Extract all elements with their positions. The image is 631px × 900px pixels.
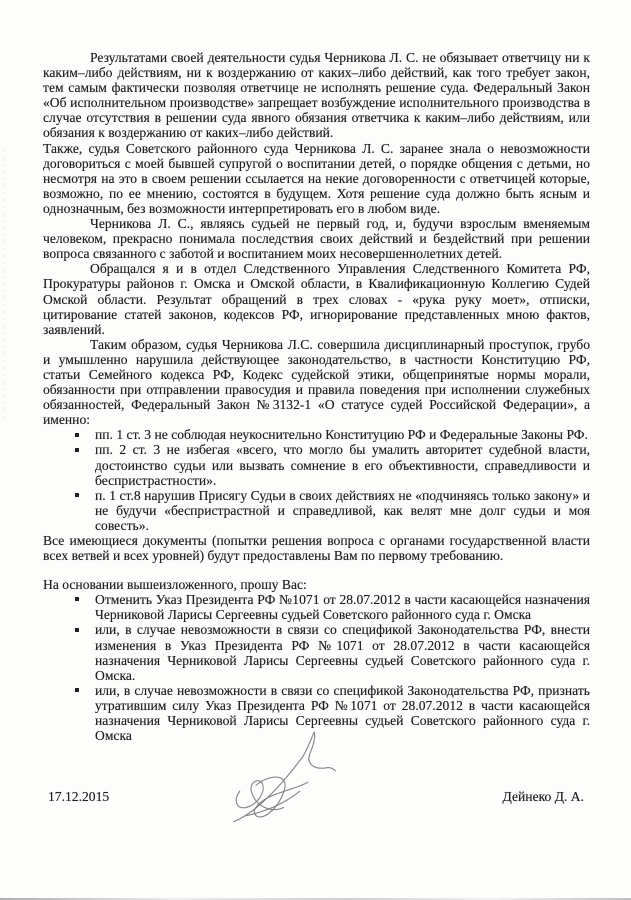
request-intro: На основании вышеизложенного, прошу Вас: bbox=[43, 577, 307, 593]
signer-name: Дейнеко Д. А. bbox=[502, 789, 584, 805]
violations-list bbox=[43, 427, 590, 533]
bullet-icon bbox=[75, 688, 79, 692]
request-item-2 bbox=[95, 622, 590, 682]
bullet-icon bbox=[75, 493, 79, 497]
bullet-icon bbox=[75, 597, 79, 601]
paragraph-takim-obrazom: Таким образом, судья Черникова Л.С. совершила дисциплинарный проступок, грубо и умышленно нарушила действующее законодательство, в частности Конституцию РФ, статьи Семейного кодекса РФ, Кодекс судейской этики, общепринятые нормы морали, обязанности при отправлении правосудия и правила поведения при исполнении служебных обязанностей, Федеральный Закон №3132-1 «О статусе судей Российской Федерации», а именно: bbox=[43, 336, 590, 428]
scan-edge-noise bbox=[2, 150, 5, 420]
paragraph-chernikova: Черникова Л. С., являясь судьей не первый год, и, будучи взрослым вменяемым человеком, прекрасно понимала последствия своих действий и бездействий при решении вопроса связанного с заботой и воспитанием моих несовершеннолетних детей. bbox=[43, 216, 590, 262]
request-item-3 bbox=[95, 683, 590, 743]
paragraph-documents: Все имеющиеся документы (попытки решения вопроса с органами государственной власти всех ветвей и всех уровней) будут предоставлены Вам по первому требованию. bbox=[43, 533, 590, 564]
paragraph-obrashchalsya: Обращался я и в отдел Следственного Управления Следственного Комитета РФ, Прокуратуры районов г. Омска и Омской области, в Квалификационную Коллегию Судей Омской области. Результат обращений в трех словах - «рука руку моет», отписки, цитирование статей законов, кодексов РФ, игнорирование представленных мною фактов, заявлений. bbox=[43, 261, 590, 337]
paragraph-takzhe: Также, судья Советского районного суда Черникова Л. С. заранее знала о невозможности договориться с моей бывшей супругой о воспитании детей, о порядке общения с детьми, но несмотря на это в своем решении ссылается на некие договоренности с ответчицей которые, возможно, по ее мнению, состоятся в будущем. Хотя решение суда должно быть ясным и однозначным, без возможности интерпретировать его в любом виде. bbox=[43, 140, 590, 216]
violation-item-text: пп. 1 ст. 3 не соблюдая неукоснительно Конституцию РФ и Федеральные Законы РФ. bbox=[95, 427, 588, 443]
paragraph-results: Результатами своей деятельности судья Черникова Л. С. не обязывает ответчицу ни к каким–либо действиям, ни к воздержанию от каких–либо действий, как того требует закон, тем самым фактически позволяя ответчице не исполнять решение суда. Федеральный Закон «Об исполнительном производстве» запрещает возбуждение исполнительного производства в случае отсутствия в решении суда явного обязания ответчика к каким–либо действиям, или обязания к воздержанию от каких–либо действий. bbox=[43, 50, 590, 141]
request-item-text: или, в случае невозможности в связи со спецификой Законодательства РФ, признать утратившим силу Указ Президента РФ №1071 от 28.07.2012 в части касающейся назначения Черниковой Ларисы Сергеевны судьей Советского районного суда г. Омска bbox=[95, 682, 590, 744]
bullet-icon bbox=[75, 628, 79, 632]
violation-item-2 bbox=[95, 442, 590, 487]
violation-item-text: пп. 2 ст. 3 не избегая «всего, что могло бы умалить авторитет судебной власти, достоинство судьи или вызвать сомнение в его объективности, справедливости и беспристрастности». bbox=[95, 442, 590, 488]
request-item-1 bbox=[95, 592, 590, 622]
requests-list bbox=[43, 592, 590, 743]
violation-item-1 bbox=[95, 427, 590, 442]
signature-block bbox=[43, 789, 590, 804]
request-item-text: Отменить Указ Президента РФ №1071 от 28.07.2012 в части касающейся назначения Черниковой Ларисы Сергеевны судьей Советского районного суда г. Омска bbox=[95, 592, 590, 623]
document-date: 17.12.2015 bbox=[48, 789, 110, 805]
violation-item-3 bbox=[95, 488, 590, 533]
request-item-text: или, в случае невозможности в связи со спецификой Законодательства РФ, внести изменения в Указ Президента РФ №1071 от 28.07.2012 в части касающейся назначения Черниковой Ларисы Сергеевны судьей Советского районного суда г. Омска. bbox=[95, 622, 590, 683]
bullet-icon bbox=[75, 433, 79, 437]
violation-item-text: п. 1 ст.8 нарушив Присягу Судьи в своих действиях не «подчиняясь только закону» и не будучи «беспристрастной и справедливой, как велят мне долг судьи и моя совесть». bbox=[95, 487, 590, 533]
document-body bbox=[43, 50, 590, 743]
bullet-icon bbox=[75, 448, 79, 452]
